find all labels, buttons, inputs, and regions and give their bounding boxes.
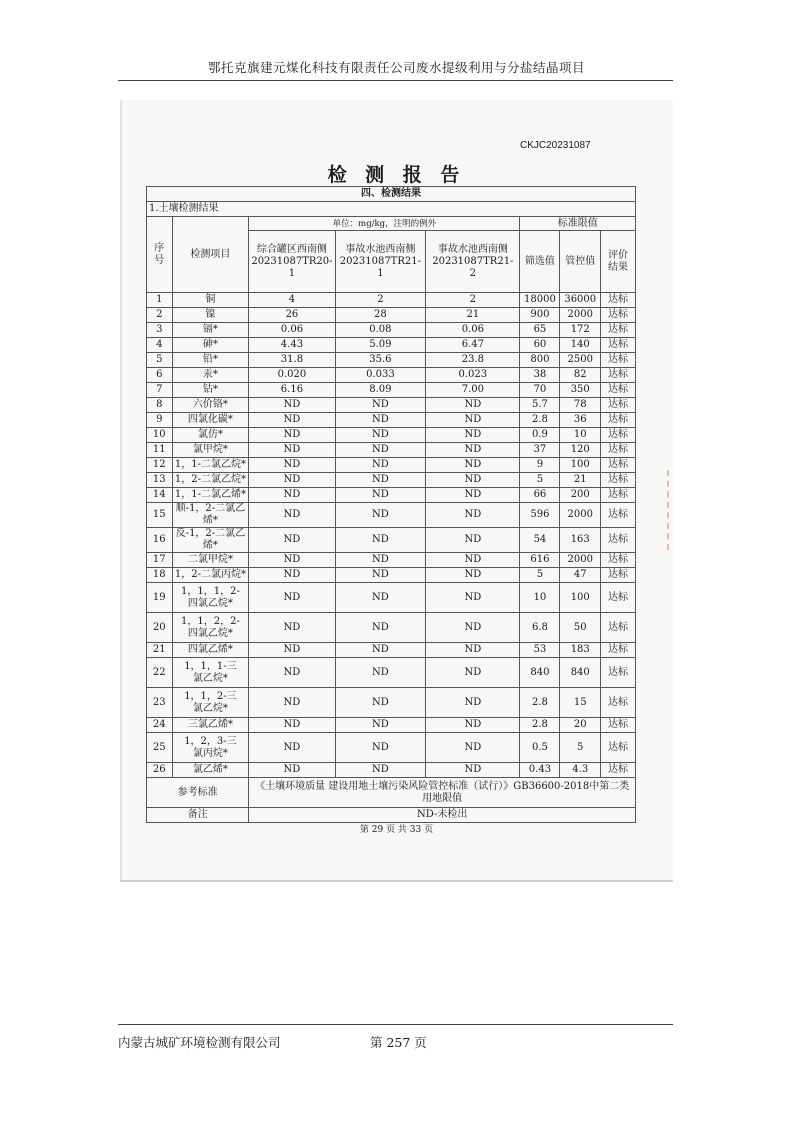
cell-control-value: 4.3 [560,763,601,778]
cell-item: 铜 [172,293,249,308]
cell-screen-value: 10 [520,583,560,613]
cell-seq: 4 [147,338,173,353]
cell-item: 六价铬* [172,398,249,413]
section-heading: 四、检测结果 [147,187,636,202]
cell-evaluation: 达标 [601,473,636,488]
cell-sample-1: ND [249,688,335,718]
cell-seq: 15 [147,503,173,528]
cell-seq: 12 [147,458,173,473]
table-row [147,553,636,568]
table-row [147,718,636,733]
col-eval-header: 评价结果 [601,231,636,293]
cell-item: 1，1-二氯乙烷* [172,458,249,473]
cell-evaluation: 达标 [601,398,636,413]
table-row [147,568,636,583]
cell-sample-2: ND [335,718,426,733]
cell-seq: 26 [147,763,173,778]
cell-item: 三氯乙烯* [172,718,249,733]
cell-sample-2: 28 [335,308,426,323]
cell-screen-value: 5 [520,568,560,583]
cell-item: 汞* [172,368,249,383]
cell-sample-2: ND [335,763,426,778]
cell-control-value: 163 [560,528,601,553]
cell-sample-3: ND [426,398,520,413]
cell-sample-1: ND [249,568,335,583]
cell-control-value: 20 [560,718,601,733]
cell-seq: 10 [147,428,173,443]
col-screen-header: 筛选值 [520,231,560,293]
table-row [147,413,636,428]
cell-sample-1: ND [249,733,335,763]
cell-seq: 1 [147,293,173,308]
cell-evaluation: 达标 [601,718,636,733]
cell-sample-3: 2 [426,293,520,308]
table-row [147,443,636,458]
cell-seq: 17 [147,553,173,568]
table-row [147,643,636,658]
cell-sample-3: ND [426,733,520,763]
cell-screen-value: 616 [520,553,560,568]
cell-sample-1: ND [249,488,335,503]
cell-evaluation: 达标 [601,568,636,583]
cell-sample-3: ND [426,643,520,658]
cell-control-value: 200 [560,488,601,503]
cell-sample-1: ND [249,443,335,458]
cell-sample-3: 0.06 [426,323,520,338]
cell-seq: 22 [147,658,173,688]
report-page-number: 第 29 页 共 33 页 [359,825,434,835]
table-row [147,398,636,413]
reference-standard-value: 《土壤环境质量 建设用地土壤污染风险管控标准（试行）》GB36600-2018中第二类用地限值 [249,778,636,808]
cell-seq: 8 [147,398,173,413]
cell-seq: 9 [147,413,173,428]
cell-evaluation: 达标 [601,613,636,643]
cell-sample-1: ND [249,643,335,658]
cell-control-value: 140 [560,338,601,353]
cell-item: 反-1，2-二氯乙烯* [172,528,249,553]
cell-sample-3: ND [426,568,520,583]
cell-sample-2: 5.09 [335,338,426,353]
cell-screen-value: 840 [520,658,560,688]
cell-sample-1: ND [249,458,335,473]
table-row [147,583,636,613]
cell-sample-3: ND [426,428,520,443]
cell-sample-2: ND [335,398,426,413]
col-item-header: 检测项目 [172,217,249,293]
cell-item: 1，2-二氯丙烷* [172,568,249,583]
cell-sample-2: 35.6 [335,353,426,368]
cell-sample-3: ND [426,583,520,613]
table-row [147,293,636,308]
cell-sample-2: ND [335,443,426,458]
cell-control-value: 2500 [560,353,601,368]
cell-sample-2: 2 [335,293,426,308]
cell-evaluation: 达标 [601,308,636,323]
cell-screen-value: 0.5 [520,733,560,763]
cell-item: 镍 [172,308,249,323]
cell-control-value: 21 [560,473,601,488]
cell-screen-value: 2.8 [520,688,560,718]
scan-edge [120,100,122,880]
cell-seq: 2 [147,308,173,323]
cell-sample-2: ND [335,733,426,763]
cell-evaluation: 达标 [601,293,636,308]
cell-screen-value: 53 [520,643,560,658]
cell-evaluation: 达标 [601,368,636,383]
cell-evaluation: 达标 [601,488,636,503]
cell-sample-3: ND [426,658,520,688]
cell-sample-3: ND [426,528,520,553]
cell-control-value: 15 [560,688,601,718]
cell-sample-3: 0.023 [426,368,520,383]
cell-sample-3: ND [426,718,520,733]
cell-screen-value: 5.7 [520,398,560,413]
cell-control-value: 350 [560,383,601,398]
cell-screen-value: 900 [520,308,560,323]
cell-sample-1: ND [249,763,335,778]
cell-sample-1: ND [249,413,335,428]
cell-item: 1，2-二氯乙烷* [172,473,249,488]
table-row [147,733,636,763]
cell-sample-2: ND [335,528,426,553]
cell-evaluation: 达标 [601,458,636,473]
cell-screen-value: 596 [520,503,560,528]
cell-evaluation: 达标 [601,528,636,553]
cell-sample-3: ND [426,443,520,458]
table-row [147,338,636,353]
cell-sample-2: 0.033 [335,368,426,383]
cell-seq: 13 [147,473,173,488]
document-header: 鄂托克旗建元煤化科技有限责任公司废水提级利用与分盐结晶项目 [207,60,585,75]
cell-seq: 5 [147,353,173,368]
cell-sample-3: ND [426,553,520,568]
cell-screen-value: 66 [520,488,560,503]
table-row [147,528,636,553]
cell-screen-value: 9 [520,458,560,473]
cell-item: 1，1，2-三氯乙烷* [172,688,249,718]
cell-sample-1: ND [249,398,335,413]
notes-label: 备注 [147,808,249,823]
header-rule [118,80,673,81]
cell-screen-value: 2.8 [520,413,560,428]
cell-sample-3: ND [426,763,520,778]
cell-seq: 3 [147,323,173,338]
reference-standard-label: 参考标准 [147,778,249,808]
cell-control-value: 36000 [560,293,601,308]
cell-sample-2: ND [335,503,426,528]
cell-sample-3: 23.8 [426,353,520,368]
cell-sample-1: 4 [249,293,335,308]
cell-item: 氯仿* [172,428,249,443]
cell-sample-3: ND [426,458,520,473]
report-code: CKJC20231087 [520,140,591,151]
cell-seq: 16 [147,528,173,553]
cell-sample-2: ND [335,473,426,488]
cell-seq: 11 [147,443,173,458]
cell-sample-1: ND [249,658,335,688]
seal-stamp-edge [653,470,669,550]
cell-sample-2: ND [335,583,426,613]
cell-sample-2: ND [335,568,426,583]
cell-item: 四氯化碳* [172,413,249,428]
cell-screen-value: 2.8 [520,718,560,733]
cell-item: 二氯甲烷* [172,553,249,568]
cell-sample-2: ND [335,428,426,443]
soil-results-table [146,186,636,823]
cell-sample-3: ND [426,413,520,428]
cell-control-value: 5 [560,733,601,763]
cell-seq: 14 [147,488,173,503]
cell-sample-1: ND [249,428,335,443]
cell-seq: 23 [147,688,173,718]
cell-evaluation: 达标 [601,353,636,368]
footer-page-number: 第 257 页 [370,1035,427,1050]
cell-sample-1: ND [249,473,335,488]
cell-evaluation: 达标 [601,443,636,458]
cell-seq: 18 [147,568,173,583]
sample-header-2: 事故水池西南侧20231087TR21-1 [335,231,426,293]
cell-item: 1，2，3-三氯丙烷* [172,733,249,763]
table-row [147,658,636,688]
cell-evaluation: 达标 [601,413,636,428]
cell-sample-2: ND [335,488,426,503]
cell-screen-value: 60 [520,338,560,353]
notes-value: ND-未检出 [249,808,636,823]
cell-evaluation: 达标 [601,383,636,398]
table-row [147,763,636,778]
cell-seq: 25 [147,733,173,763]
subsection-heading: 1.土壤检测结果 [147,202,636,217]
cell-sample-1: ND [249,553,335,568]
sample-header-3: 事故水池西南侧20231087TR21-2 [426,231,520,293]
cell-sample-3: 7.00 [426,383,520,398]
footer-company: 内蒙古城矿环境检测有限公司 [118,1035,281,1050]
cell-item: 钴* [172,383,249,398]
cell-sample-3: 6.47 [426,338,520,353]
cell-sample-2: ND [335,553,426,568]
cell-sample-1: 6.16 [249,383,335,398]
cell-seq: 20 [147,613,173,643]
cell-evaluation: 达标 [601,428,636,443]
cell-sample-1: 4.43 [249,338,335,353]
cell-sample-2: 0.08 [335,323,426,338]
cell-sample-1: 26 [249,308,335,323]
table-row [147,428,636,443]
report-title: 检 测 报 告 [327,164,466,186]
cell-control-value: 36 [560,413,601,428]
units-note: 单位：mg/kg，注明的例外 [249,217,520,231]
cell-item: 氯甲烷* [172,443,249,458]
cell-screen-value: 54 [520,528,560,553]
cell-screen-value: 65 [520,323,560,338]
cell-sample-3: ND [426,613,520,643]
cell-sample-2: ND [335,658,426,688]
cell-sample-3: ND [426,688,520,718]
cell-control-value: 47 [560,568,601,583]
cell-evaluation: 达标 [601,583,636,613]
cell-item: 氯乙烯* [172,763,249,778]
cell-screen-value: 800 [520,353,560,368]
cell-sample-2: ND [335,688,426,718]
cell-item: 1，1，2，2-四氯乙烷* [172,613,249,643]
cell-control-value: 2000 [560,553,601,568]
cell-sample-1: 31.8 [249,353,335,368]
table-row [147,488,636,503]
cell-item: 1，1，1，2-四氯乙烷* [172,583,249,613]
cell-item: 四氯乙烯* [172,643,249,658]
cell-screen-value: 5 [520,473,560,488]
cell-sample-2: ND [335,413,426,428]
cell-item: 1，1-二氯乙烯* [172,488,249,503]
cell-sample-1: 0.06 [249,323,335,338]
cell-control-value: 172 [560,323,601,338]
cell-screen-value: 38 [520,368,560,383]
cell-screen-value: 0.9 [520,428,560,443]
cell-control-value: 2000 [560,503,601,528]
cell-item: 铅* [172,353,249,368]
cell-seq: 6 [147,368,173,383]
cell-sample-1: ND [249,718,335,733]
cell-evaluation: 达标 [601,643,636,658]
cell-sample-1: 0.020 [249,368,335,383]
cell-evaluation: 达标 [601,553,636,568]
cell-control-value: 78 [560,398,601,413]
cell-screen-value: 70 [520,383,560,398]
cell-control-value: 2000 [560,308,601,323]
cell-evaluation: 达标 [601,763,636,778]
cell-control-value: 183 [560,643,601,658]
table-row [147,613,636,643]
cell-sample-1: ND [249,503,335,528]
cell-control-value: 82 [560,368,601,383]
cell-sample-2: ND [335,613,426,643]
cell-control-value: 100 [560,583,601,613]
table-row [147,503,636,528]
cell-seq: 21 [147,643,173,658]
cell-sample-1: ND [249,583,335,613]
cell-sample-1: ND [249,613,335,643]
cell-control-value: 50 [560,613,601,643]
cell-item: 镉* [172,323,249,338]
cell-evaluation: 达标 [601,338,636,353]
col-seq-header: 序号 [147,217,173,293]
cell-screen-value: 18000 [520,293,560,308]
cell-control-value: 10 [560,428,601,443]
table-row [147,308,636,323]
table-row [147,323,636,338]
cell-screen-value: 0.43 [520,763,560,778]
table-row [147,383,636,398]
table-row [147,458,636,473]
table-row [147,353,636,368]
cell-control-value: 120 [560,443,601,458]
cell-sample-2: ND [335,643,426,658]
cell-control-value: 100 [560,458,601,473]
cell-sample-3: 21 [426,308,520,323]
cell-evaluation: 达标 [601,503,636,528]
cell-control-value: 840 [560,658,601,688]
standard-limit-header: 标准限值 [520,217,636,231]
table-row [147,688,636,718]
cell-sample-3: ND [426,488,520,503]
cell-evaluation: 达标 [601,688,636,718]
cell-evaluation: 达标 [601,323,636,338]
cell-item: 1，1，1-三氯乙烷* [172,658,249,688]
cell-evaluation: 达标 [601,658,636,688]
cell-seq: 7 [147,383,173,398]
cell-seq: 24 [147,718,173,733]
cell-screen-value: 6.8 [520,613,560,643]
col-control-header: 管控值 [560,231,601,293]
cell-item: 顺-1，2-二氯乙烯* [172,503,249,528]
cell-screen-value: 37 [520,443,560,458]
cell-evaluation: 达标 [601,733,636,763]
cell-sample-3: ND [426,503,520,528]
table-row [147,368,636,383]
sample-header-1: 综合罐区西南侧20231087TR20-1 [249,231,335,293]
cell-sample-3: ND [426,473,520,488]
footer-rule [118,1024,673,1025]
cell-sample-2: ND [335,458,426,473]
cell-seq: 19 [147,583,173,613]
cell-sample-2: 8.09 [335,383,426,398]
cell-sample-1: ND [249,528,335,553]
cell-item: 砷* [172,338,249,353]
table-row [147,473,636,488]
